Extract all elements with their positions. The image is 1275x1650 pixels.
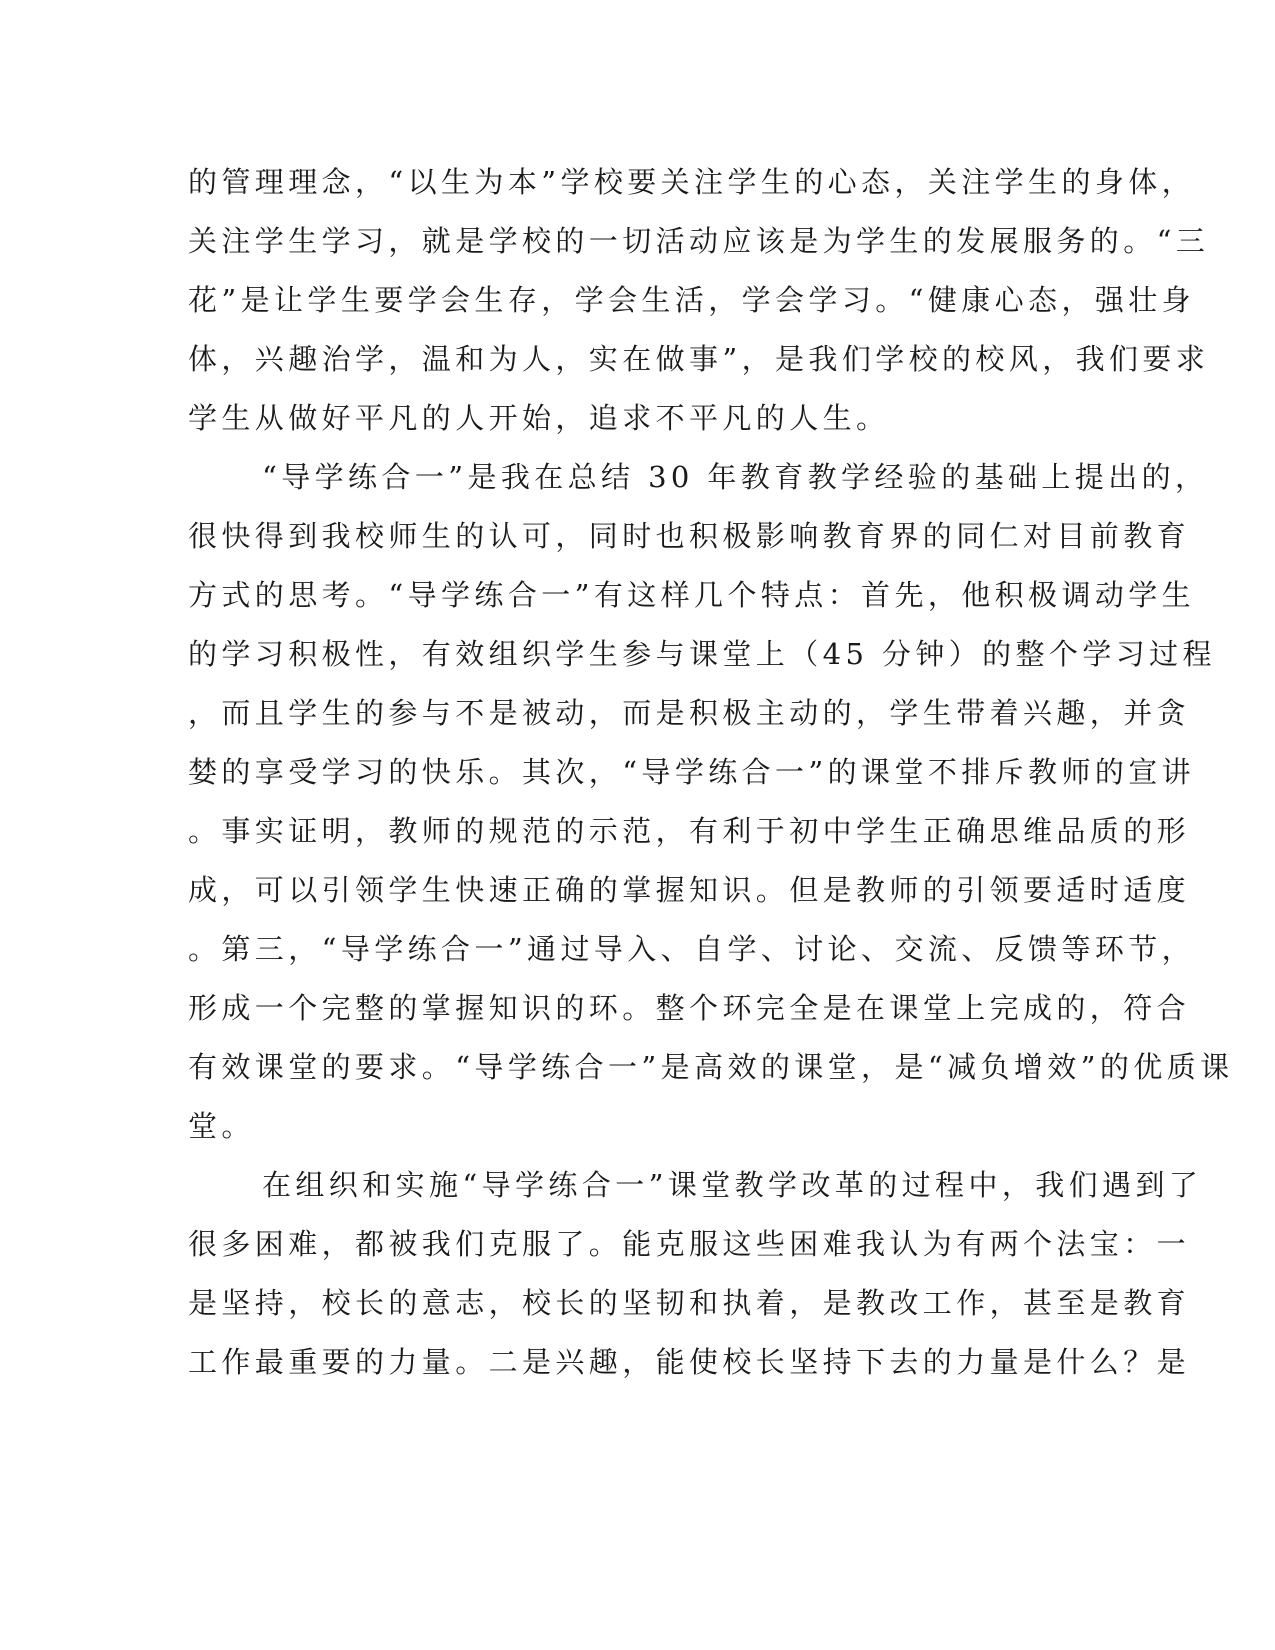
- text-line: 很快得到我校师生的认可，同时也积极影响教育界的同仁对目前教育: [188, 519, 1191, 553]
- text-line: 工作最重要的力量。二是兴趣，能使校长坚持下去的力量是什么？是: [188, 1345, 1191, 1379]
- text-line: 方式的思考。“导学练合一”有这样几个特点：首先，他积极调动学生: [188, 578, 1196, 612]
- text-line: 形成一个完整的掌握知识的环。整个环完全是在课堂上完成的，符合: [188, 991, 1191, 1025]
- text-line: 很多困难，都被我们克服了。能克服这些困难我认为有两个法宝：一: [188, 1227, 1191, 1261]
- text-line: 。第三，“导学练合一”通过导入、自学、讨论、交流、反馈等环节，: [188, 932, 1196, 966]
- text-line: 是坚持，校长的意志，校长的坚韧和执着，是教改工作，甚至是教育: [188, 1286, 1191, 1320]
- text-line: 。事实证明，教师的规范的示范，有利于初中学生正确思维品质的形: [188, 814, 1191, 848]
- text-line: 的学习积极性，有效组织学生参与课堂上（45 分钟）的整个学习过程: [188, 637, 1216, 671]
- text-line: 关注学生学习，就是学校的一切活动应该是为学生的发展服务的。“三: [188, 224, 1210, 258]
- text-line: 学生从做好平凡的人开始，追求不平凡的人生。: [188, 401, 890, 435]
- paragraph-first-line: 在组织和实施“导学练合一”课堂教学改革的过程中，我们遇到了: [262, 1168, 1203, 1202]
- text-line: 堂。: [188, 1109, 255, 1143]
- text-line: 的管理理念，“以生为本”学校要关注学生的心态，关注学生的身体，: [188, 165, 1196, 199]
- text-line: 体，兴趣治学，温和为人，实在做事”，是我们学校的校风，我们要求: [188, 342, 1210, 376]
- paragraph-first-line: “导学练合一”是我在总结 30 年教育教学经验的基础上提出的，: [262, 460, 1209, 494]
- text-line: 婪的享受学习的快乐。其次，“导学练合一”的课堂不排斥教师的宣讲: [188, 755, 1196, 789]
- text-line: 有效课堂的要求。“导学练合一”是高效的课堂，是“减负增效”的优质课: [188, 1050, 1234, 1084]
- text-line: ，而且学生的参与不是被动，而是积极主动的，学生带着兴趣，并贪: [188, 696, 1191, 730]
- text-line: 花”是让学生要学会生存，学会生活，学会学习。“健康心态，强壮身: [188, 283, 1196, 317]
- text-line: 成，可以引领学生快速正确的掌握知识。但是教师的引领要适时适度: [188, 873, 1191, 907]
